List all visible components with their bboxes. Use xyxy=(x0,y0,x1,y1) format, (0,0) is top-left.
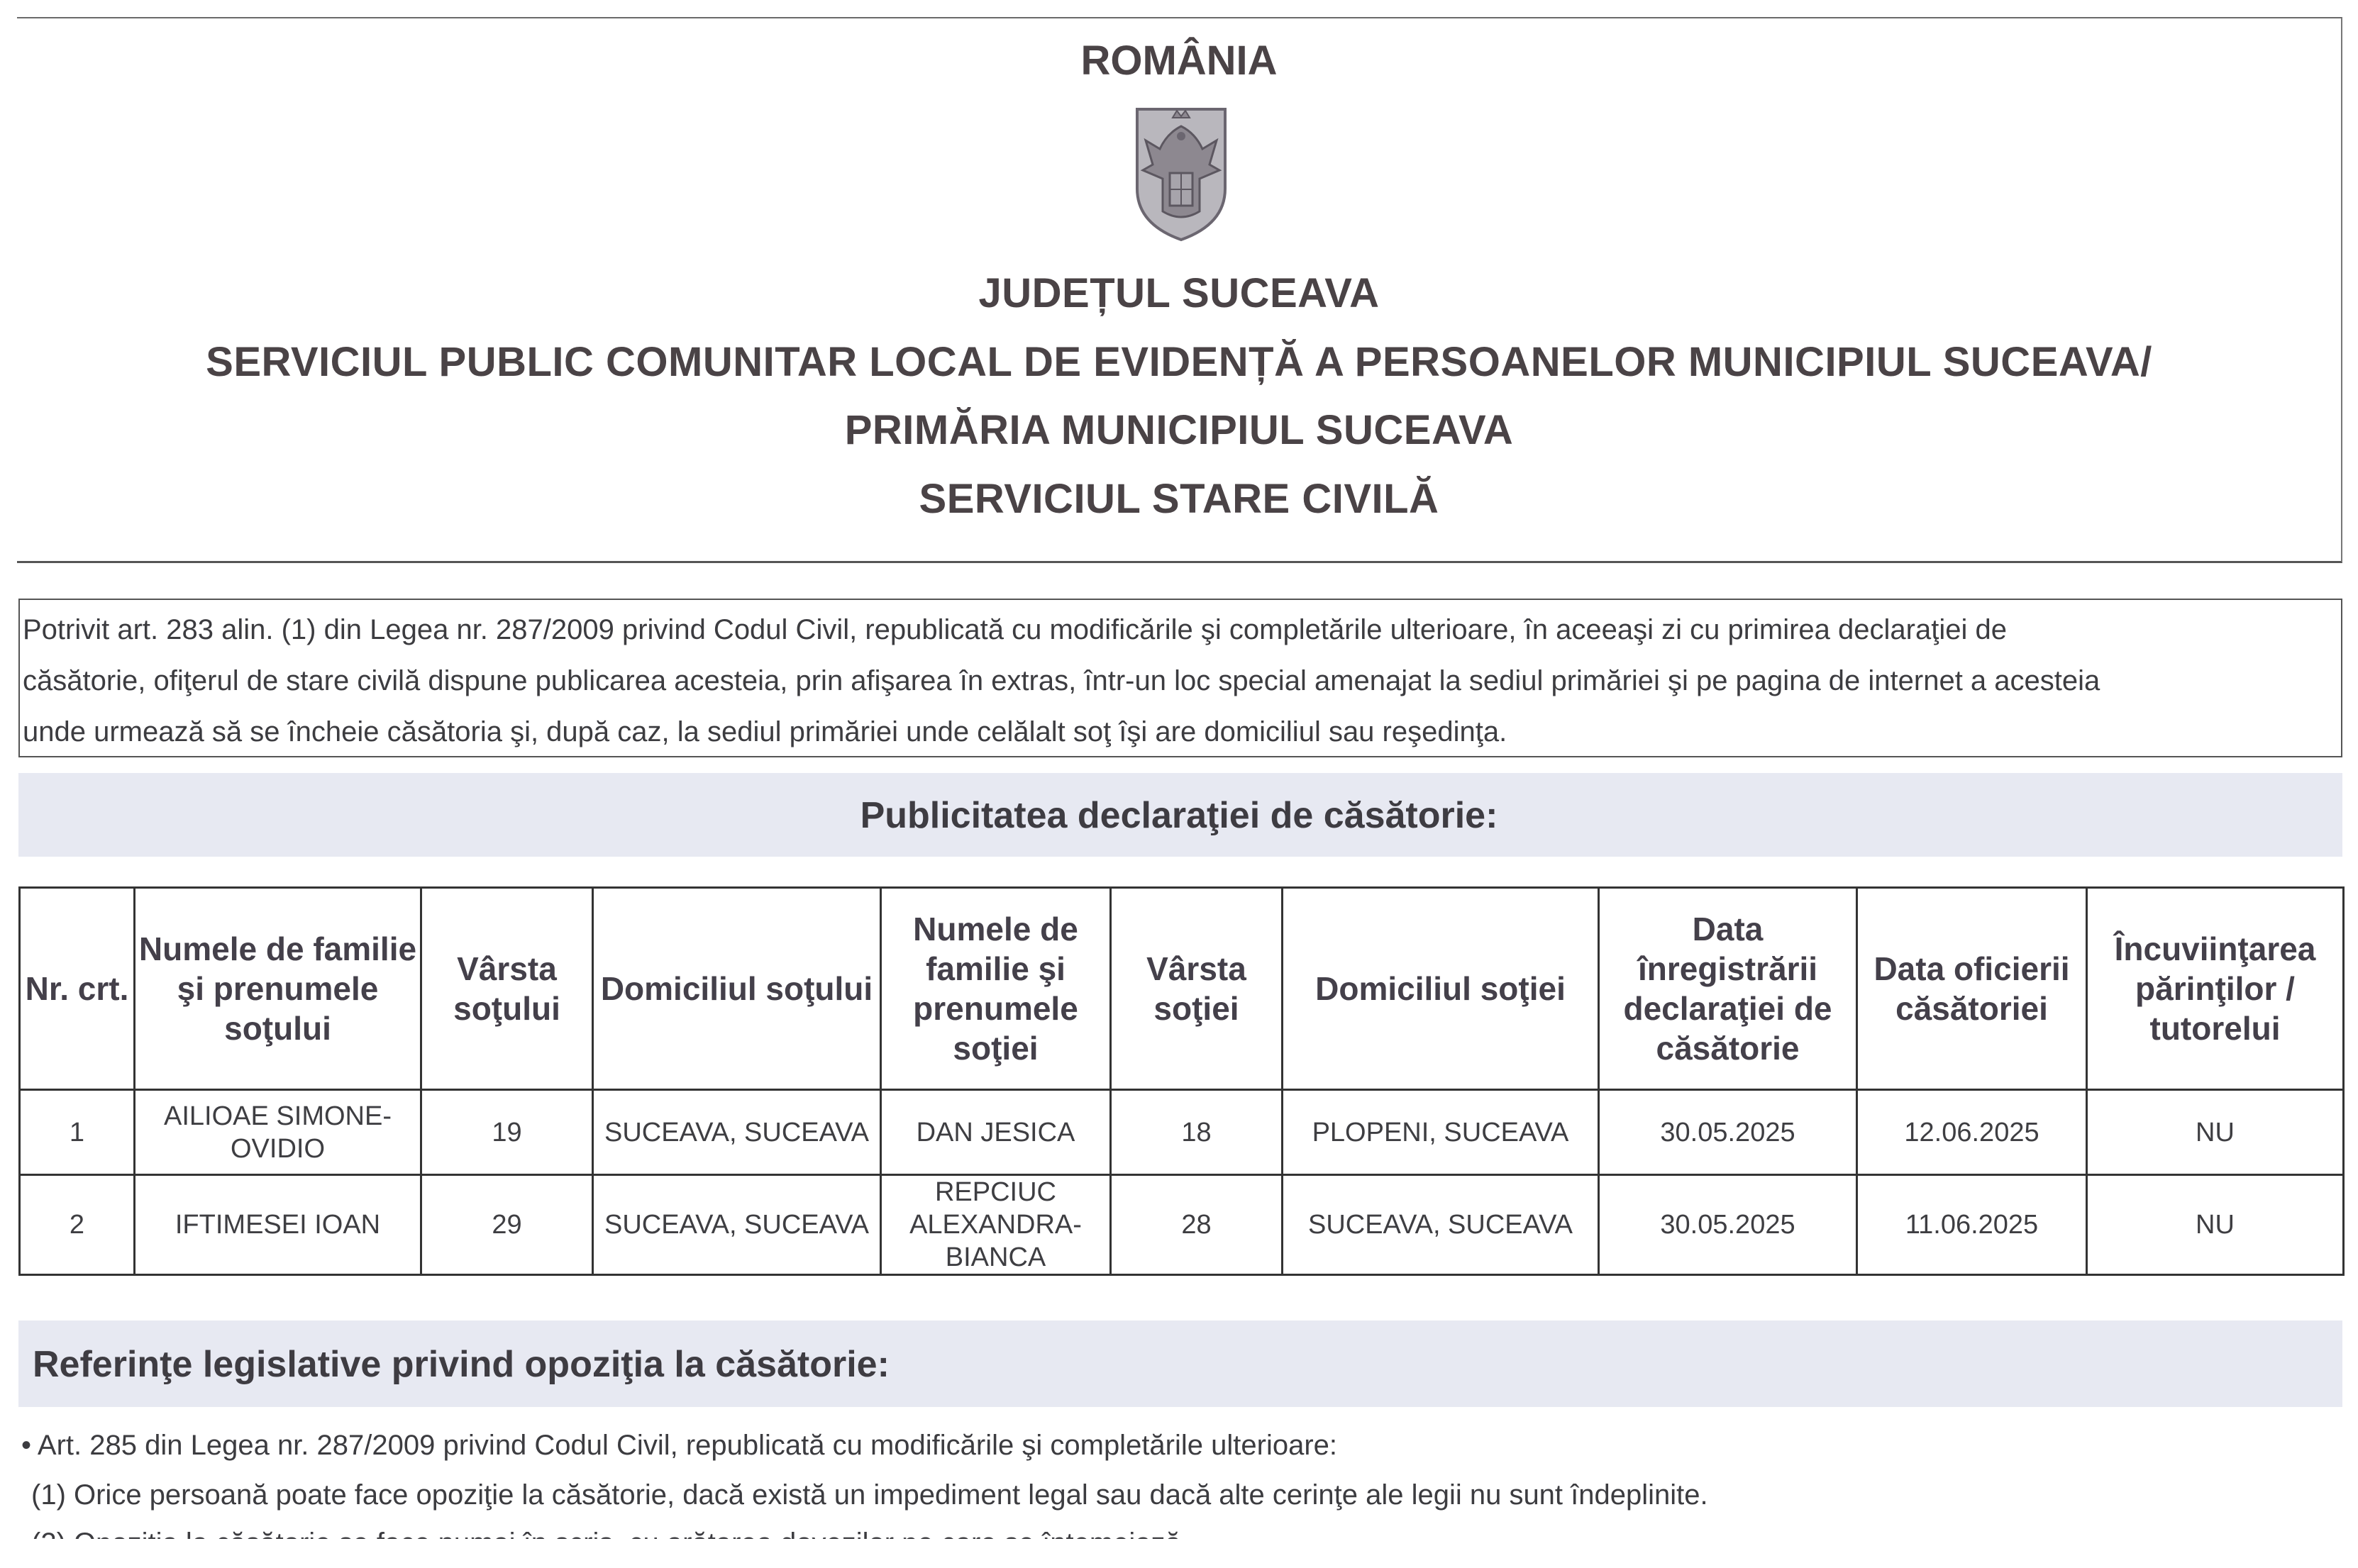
notice-line: Potrivit art. 283 alin. (1) din Legea nr. 287/2009 privind Codul Civil, republicată cu modificările şi completările ulterioare, în aceeaşi zi cu primirea declaraţiei de xyxy=(23,614,2007,645)
column-header-consent: Încuviinţarea părinţilor / tutorelui xyxy=(2087,888,2344,1090)
cell-wife-age: 28 xyxy=(1111,1175,1283,1275)
notice-line: căsătorie, ofiţerul de stare civilă dispune publicarea acesteia, prin afişarea în extras, într-un loc special amenajat la sediul primăriei şi pe pagina de internet a acesteia xyxy=(23,665,2100,696)
reference-line: (1) Orice persoană poate face opoziţie la căsătorie, dacă există un impediment legal sau dacă alte cerinţe ale legii nu sunt îndeplinite. xyxy=(31,1479,1708,1511)
cell-nr: 1 xyxy=(20,1090,135,1175)
declarations-table xyxy=(18,886,2345,1276)
publicity-title: Publicitatea declaraţiei de căsătorie: xyxy=(860,795,1498,836)
civil-status-line: SERVICIUL STARE CIVILĂ xyxy=(919,476,1439,522)
cell-husband-name: IFTIMESEI IOAN xyxy=(135,1175,421,1275)
table-header-row xyxy=(20,888,2344,1090)
column-header-nr: Nr. crt. xyxy=(20,888,135,1090)
column-header-registration-date: Data înregistrării declaraţiei de căsătorie xyxy=(1599,888,1857,1090)
cell-husband-domicile: SUCEAVA, SUCEAVA xyxy=(593,1175,881,1275)
column-header-husband-name: Numele de familie şi prenumele soţului xyxy=(135,888,421,1090)
cell-wife-name: REPCIUC ALEXANDRA-BIANCA xyxy=(881,1175,1111,1275)
page-cut-off xyxy=(0,1539,2358,1568)
country-title: ROMÂNIA xyxy=(1080,38,1278,84)
cell-wife-name: DAN JESICA xyxy=(881,1090,1111,1175)
cell-wife-domicile: PLOPENI, SUCEAVA xyxy=(1283,1090,1599,1175)
cell-wife-domicile: SUCEAVA, SUCEAVA xyxy=(1283,1175,1599,1275)
column-header-wife-name: Numele de familie şi prenumele soţiei xyxy=(881,888,1111,1090)
cell-husband-name: AILIOAE SIMONE-OVIDIO xyxy=(135,1090,421,1175)
notice-line: unde urmează să se încheie căsătoria şi, după caz, la sediul primăriei unde celălalt soţ îşi are domiciliul sau reşedinţa. xyxy=(23,716,1507,747)
cell-consent: NU xyxy=(2087,1175,2344,1275)
coat-of-arms-icon xyxy=(1131,105,1231,243)
service-line: SERVICIUL PUBLIC COMUNITAR LOCAL DE EVIDENȚĂ A PERSOANELOR MUNICIPIUL SUCEAVA/ xyxy=(206,339,2152,385)
column-header-husband-age: Vârsta soţului xyxy=(421,888,593,1090)
reference-line: • Art. 285 din Legea nr. 287/2009 privind Codul Civil, republicată cu modificările şi completările ulterioare: xyxy=(21,1430,1337,1461)
legal-notice xyxy=(18,599,2342,757)
column-header-wife-age: Vârsta soţiei xyxy=(1111,888,1283,1090)
table-row xyxy=(20,1090,2344,1175)
table-row xyxy=(20,1175,2344,1275)
references-title: Referinţe legislative privind opoziţia la căsătorie: xyxy=(33,1344,890,1385)
cell-husband-age: 19 xyxy=(421,1090,593,1175)
cell-husband-age: 29 xyxy=(421,1175,593,1275)
cell-registration-date: 30.05.2025 xyxy=(1599,1175,1857,1275)
county-line: JUDEȚUL SUCEAVA xyxy=(978,270,1380,316)
cell-consent: NU xyxy=(2087,1090,2344,1175)
cell-ceremony-date: 12.06.2025 xyxy=(1857,1090,2087,1175)
cell-husband-domicile: SUCEAVA, SUCEAVA xyxy=(593,1090,881,1175)
column-header-wife-domicile: Domiciliul soţiei xyxy=(1283,888,1599,1090)
cell-wife-age: 18 xyxy=(1111,1090,1283,1175)
cell-nr: 2 xyxy=(20,1175,135,1275)
city-hall-line: PRIMĂRIA MUNICIPIUL SUCEAVA xyxy=(844,407,1514,453)
cell-registration-date: 30.05.2025 xyxy=(1599,1090,1857,1175)
column-header-husband-domicile: Domiciliul soţului xyxy=(593,888,881,1090)
column-header-ceremony-date: Data oficierii căsătoriei xyxy=(1857,888,2087,1090)
cell-ceremony-date: 11.06.2025 xyxy=(1857,1175,2087,1275)
